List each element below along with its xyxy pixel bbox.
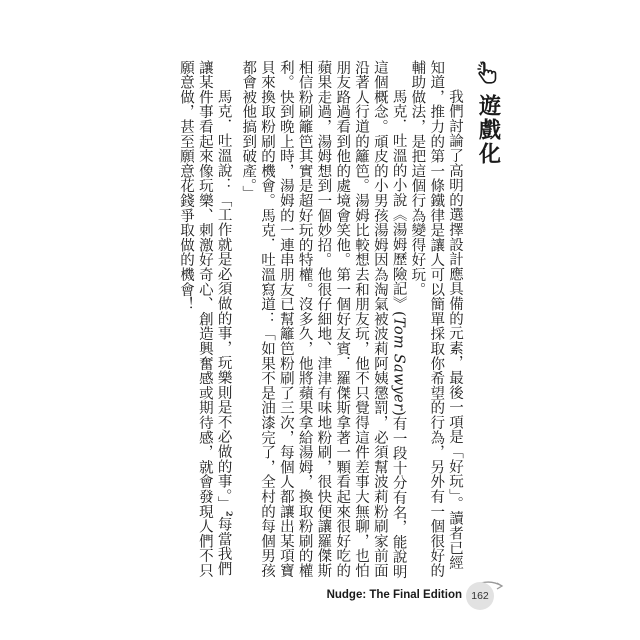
paragraph-text: 每當我們讓某件事看起來像玩樂、刺激好奇心、創造興奮感或期待感，就會發現人們不只願意做，甚至願意花錢爭取做的機會！ xyxy=(178,60,232,578)
paragraph xyxy=(238,60,407,580)
body-text xyxy=(164,60,464,580)
section-heading xyxy=(470,60,506,180)
book-title-footer: Nudge: The Final Edition xyxy=(326,589,462,601)
paragraph-text: 馬克．吐溫的小說《湯姆歷險記》( xyxy=(390,89,407,317)
paragraph xyxy=(176,60,238,580)
paragraph xyxy=(408,60,464,580)
page-number: 162 xyxy=(466,582,494,610)
pointing-hand-icon xyxy=(474,60,502,88)
paragraph-text: 馬克．吐溫說：「工作就是必須做的事，玩樂則是不必做的事。」 xyxy=(215,89,232,511)
section-title: 遊戲化 xyxy=(475,94,501,166)
paragraph-text: 我們討論了高明的選擇設計應具備的元素，最後一項是「好玩」。讀者已經知道，推力的第一條鐵律是讓人可以簡單採取你希望的行為，另外有一個很好的輔助做法，是把這個行為變得好玩。 xyxy=(409,60,463,578)
footnote-marker: 2 xyxy=(224,510,235,517)
book-title-italic: Tom Sawyer xyxy=(390,316,407,411)
paragraph-text: )有一段十分有名，能說明這個概念。頑皮的小男孩湯姆因為淘氣被波莉阿姨懲罰，必須幫波莉粉刷家前面沿著人行道的籬笆。湯姆比較想去和朋友玩，他不只覺得這件差事大無聊，也怕朋友路過看到他的處境會笑他。第一個好友賓．羅傑斯拿著一顆看起來很好吃的蘋果走過，湯姆想到一個妙招。他很仔細地、津津有味地粉刷，很快便讓羅傑斯相信粉刷籬笆其實是超好玩的特權。沒多久，他將蘋果拿給湯姆，換取粉刷的權利。快到晚上時，湯姆的一連串朋友已幫籬笆粉刷了三次，每個人都讓出某項寶貝來換取粉刷的機會。馬克．吐溫寫道：「如果不是油漆完了，全村的每個男孩都會被他搞到破產。」 xyxy=(240,60,407,580)
page-footer xyxy=(326,578,506,612)
